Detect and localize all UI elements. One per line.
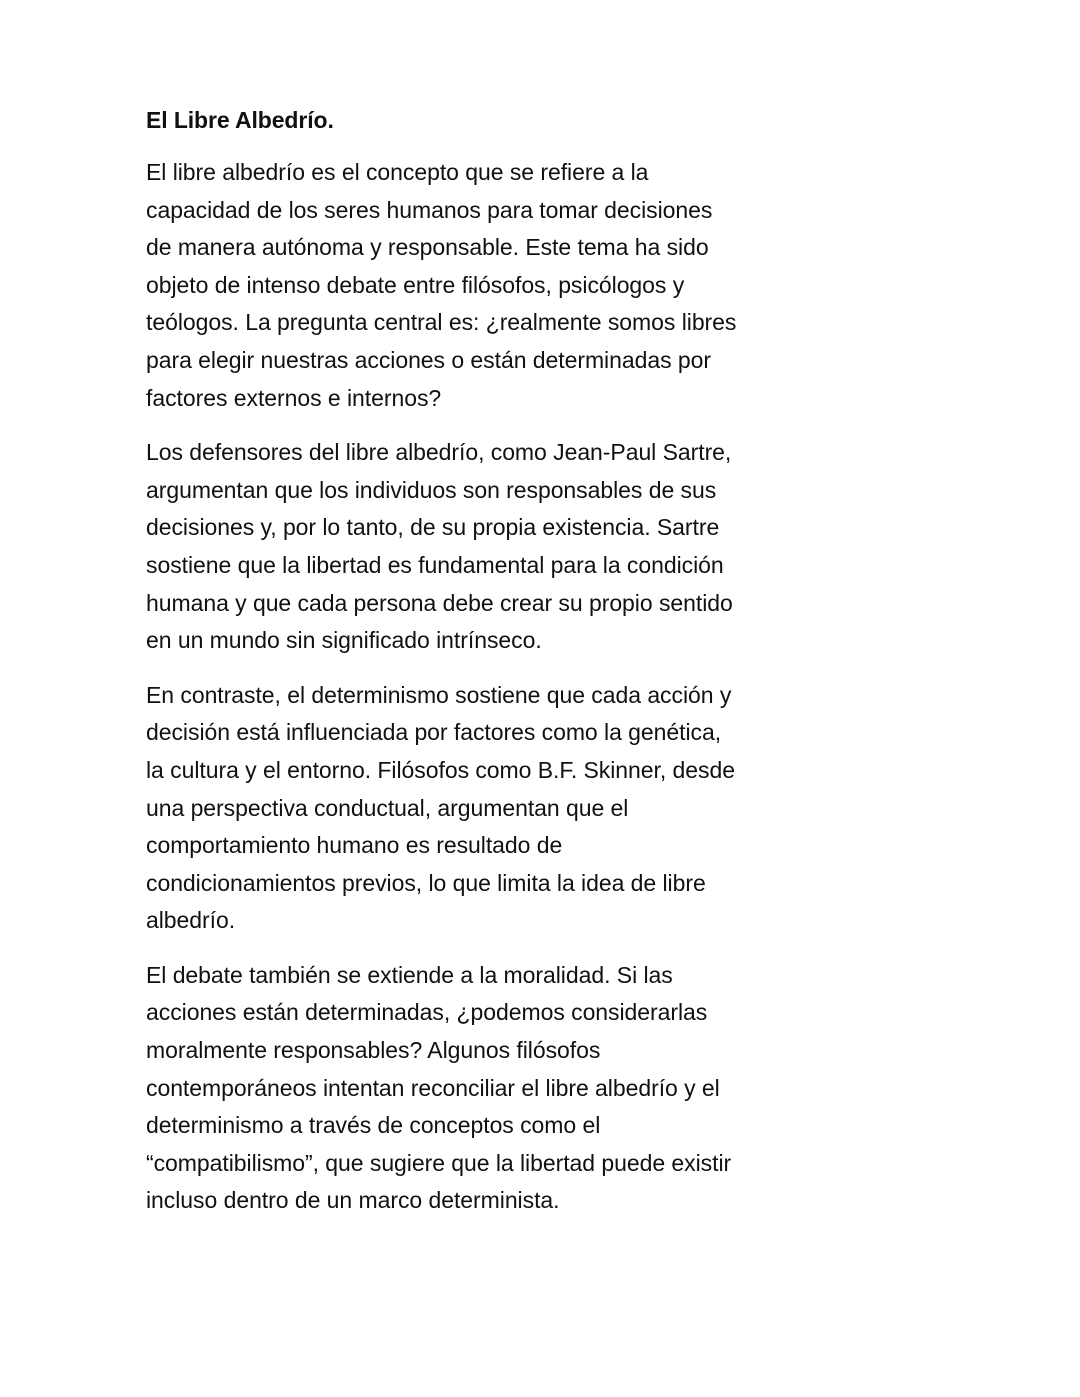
paragraph-line: factores externos e internos? [146, 384, 442, 411]
paragraph-line: para elegir nuestras acciones o están determinadas por [146, 346, 711, 373]
paragraph-line: Los defensores del libre albedrío, como Jean-Paul Sartre, [146, 439, 732, 466]
paragraph-4 [146, 957, 906, 1220]
paragraph-line: decisiones y, por lo tanto, de su propia existencia. Sartre [146, 514, 720, 541]
paragraph-line: En contraste, el determinismo sostiene que cada acción y [146, 681, 732, 708]
paragraph-line: una perspectiva conductual, argumentan que el [146, 794, 629, 821]
paragraph-line: la cultura y el entorno. Filósofos como B.F. Skinner, desde [146, 756, 735, 783]
paragraph-line: moralmente responsables? Algunos filósofos [146, 1037, 601, 1064]
document-body [146, 104, 906, 1237]
paragraph-line: en un mundo sin significado intrínseco. [146, 627, 542, 654]
paragraph-1 [146, 154, 906, 417]
paragraph-line: incluso dentro de un marco determinista. [146, 1187, 560, 1214]
paragraph-line: acciones están determinadas, ¿podemos considerarlas [146, 999, 708, 1026]
paragraph-line: albedrío. [146, 907, 236, 934]
paragraph-line: decisión está influenciada por factores como la genética, [146, 719, 722, 746]
paragraph-2 [146, 434, 906, 660]
paragraph-line: El debate también se extiende a la moralidad. Si las [146, 961, 673, 988]
paragraph-line: comportamiento humano es resultado de [146, 832, 563, 859]
paragraph-line: El libre albedrío es el concepto que se refiere a la [146, 159, 649, 185]
paragraph-line: humana y que cada persona debe crear su propio sentido [146, 589, 733, 616]
paragraph-line: objeto de intenso debate entre filósofos, psicólogos y [146, 271, 685, 298]
paragraph-line: “compatibilismo”, que sugiere que la libertad puede existir [146, 1149, 732, 1176]
paragraph-line: de manera autónoma y responsable. Este tema ha sido [146, 234, 709, 261]
paragraph-line: condicionamientos previos, lo que limita la idea de libre [146, 869, 706, 896]
paragraph-line: sostiene que la libertad es fundamental para la condición [146, 551, 724, 578]
paragraph-3 [146, 677, 906, 940]
paragraph-line: argumentan que los individuos son responsables de sus [146, 476, 717, 503]
document-title: El Libre Albedrío. [146, 107, 334, 133]
paragraph-line: capacidad de los seres humanos para tomar decisiones [146, 196, 713, 223]
paragraph-line: contemporáneos intentan reconciliar el libre albedrío y el [146, 1074, 720, 1101]
paragraph-line: teólogos. La pregunta central es: ¿realmente somos libres [146, 309, 737, 336]
paragraph-line: determinismo a través de conceptos como el [146, 1112, 601, 1139]
